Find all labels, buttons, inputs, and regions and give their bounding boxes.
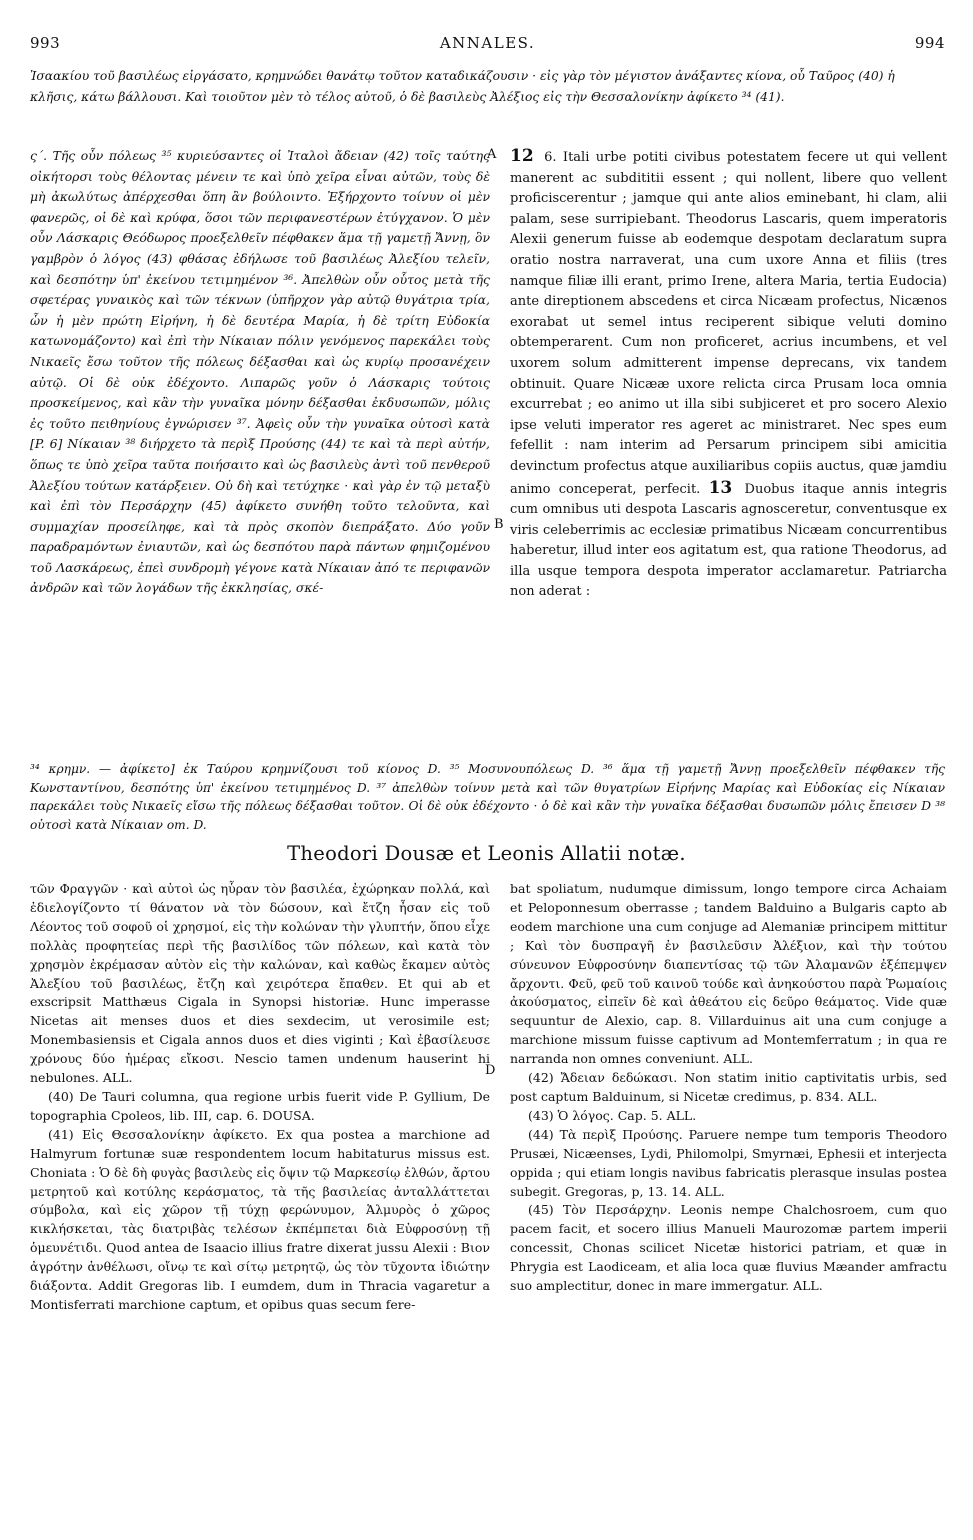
greek-text-column [30,146,490,599]
page-number-left: 993 [30,34,61,52]
margin-letter-d: D [485,1063,496,1078]
note-45: (45) Τὸν Περσάρχην. Leonis nempe Chalchosroem, cum quo pacem facit, et socero illius Manueli Maurozomæ partem imperii concessit, Chonas scilicet Nicetæ historici patriam, et quæ in Phrygia est Laodiceam, et alia loca quæ fluvius Mæander amfractu suo amplectitur, donec in mare immergatur. ALL. [510,1202,947,1294]
notes-section-title: Theodori Dousæ et Leonis Allatii notæ. [287,842,686,865]
latin-section-12-text: 6. Itali urbe potiti civibus potestatem fecere ut qui vellent manerent ac subdititii essent ; qui nollent, libere quo vellent proficiscerentur ; jamque qui ante alios eminebant, hi clam, alii palam, sese surripiebant. Theodorus Lascaris, quem imperatoris Alexii generum fuisse ab eodemque despotam declaratum supra oratio nostra narraverat, una cum uxore Anna et filiis (tres namque filiæ illi erant, primo Irene, altera Maria, tertia Eudocia) ante direptionem abscedens et circa Nicæam profectus, Nicænos exorabat ut semel intus reciperent sibique veluti domino obtemperarent. Cum non proficeret, acrius incumbens, et vel uxorem solum admitterent impense deprecans, vix tandem obtinuit. Quare Nicææ uxore relicta circa Prusam loca omnia excurrebat ; eo animo ut illa sibi subjiceret et pro socero Alexio ipse veluti imperator res ageret ac ministraret. Nec spes eum fefellit : nam interim ad Persarum principem sibi amicitia devinctum profectus atque auxiliaribus copiis auctus, quæ jamdiu animo conceperat, perfecit. [510,150,947,497]
note-paragraph: τῶν Φραγγῶν · καὶ αὐτοὶ ὡς ηὗραν τὸν βασιλέα, ἐχώρηκαν πολλά, καὶ ἐδιελογίζοντο τί θάνατον νὰ τὸν δώσουν, καὶ ἔτζη ἦσαν εἰς τοῦ Λέοντος τοῦ σοφοῦ οἱ χρησμοί, εἰς τὴν κολώναν τὴν γλυπτήν, ὅπου εἶχε πολλὰς προφητείας περὶ τῆς βασιλίδος τῶν πόλεων, καὶ κατὰ τὸν χρησμὸν ἐκρέμασαν αὐτὸν εἰς τὴν καλώναν, καὶ καθὼς ἔκαμεν αὐτὸς Ἀλεξίου τοῦ βασιλέως, ἔτζη καὶ χειρότερα ἔπαθεν. Et qui ab et exscripsit Matthæus Cigala in Synopsi historiæ. Hunc imperasse Nicetas ait menses duos et dies sexdecim, ut verosimile est; Monembasiensis et Cigala annos duos et dies viginti ; Καὶ ἐβασίλευσε χρόνους δύο ἡμέρας εἴκοσι. Nescio tamen undenum hauserint hi nebulones. ALL. [30,881,490,1086]
running-title: ANNALES. [439,34,536,52]
section-number-12: 12 [510,146,534,166]
page-header [30,34,945,56]
intro-greek-paragraph: Ἰσαακίου τοῦ βασιλέως εἰργάσατο, κρημνώδει θανάτῳ τοῦτον καταδικάζουσιν · εἰς γὰρ τὸν μέγιστον ἀνάξαντες κίονα, οὗ Ταῦρος (40) ἡ κλῆσις, κάτω βάλλουσι. Καὶ τοιοῦτον μὲν τὸ τέλος αὐτοῦ, ὁ δὲ βασιλεὺς Ἀλέξιος εἰς τὴν Θεσσαλονίκην ἀφίκετο ³⁴ (41). [30,69,895,104]
intro-greek-text [30,66,945,107]
variant-readings [30,760,945,834]
section-number-13: 13 [708,477,733,498]
greek-main-paragraph: ς΄. Τῆς οὖν πόλεως ³⁵ κυριεύσαντες οἱ Ἰταλοὶ ἄδειαν (42) τοῖς ταύτης οἰκήτορσι τοὺς θέλοντας μένειν τε καὶ ὑπὸ χεῖρα εἶναι αὐτῶν, τοὺς δὲ μὴ ἀκωλύτως ἀπέρχεσθαι ὅπη ἂν βούλοιντο. Ἐξήρχοντο τοίνυν οἱ μὲν φανερῶς, οἱ δὲ καὶ κρύφα, ὅσοι τῶν περιφανεστέρων ἐτύγχανον. Ὁ μὲν οὖν Λάσκαρις Θεόδωρος προεξελθεῖν πέφθακεν ἅμα τῇ γαμετῇ Ἄννῃ, ὃν γαμβρὸν ὁ λόγος (43) φθάσας ἐδήλωσε τοῦ βασιλέως Ἀλεξίου τελεῖν, καὶ δεσπότην ὑπ' ἐκείνου τετιμημένον ³⁶. Ἀπελθὼν οὖν οὗτος μετὰ τῆς σφετέρας γυναικὸς καὶ τῶν τέκνων (ὑπῆρχον γὰρ αὐτῷ θυγάτρια τρία, ὧν ἡ μὲν πρώτη Εἰρήνη, ἡ δὲ δευτέρα Μαρία, ἡ δὲ τρίτη Εὐδοκία κατωνομάζοντο) καὶ ἐπὶ τὴν Νίκαιαν πόλιν γενόμενος παρεκάλει τοὺς Νικαεῖς ἔσω τοῦτον τῆς πόλεως δέξασθαι καὶ ὡς κυρίῳ προσανέχειν αὐτῷ. Οἱ δὲ οὐκ ἐδέχοντο. Λιπαρῶς γοῦν ὁ Λάσκαρις τούτοις προσκείμενος, καὶ κἂν τὴν γυναῖκα μόνην δέξασθαι ἐκδυσωπῶν, μόλις ἐς τοῦτο πειθηνίους ἐγνώρισεν ³⁷. Ἀφεὶς οὖν τὴν γυναῖκα οὑτοσὶ κατὰ [P. 6] Νίκαιαν ³⁸ διήρχετο τὰ περὶξ Προύσης (44) τε καὶ τὰ περὶ αὐτήν, ὅπως τε ὑπὸ χεῖρα ταῦτα ποιήσαιτο καὶ ὡς βασιλεὺς ἀντὶ τοῦ πενθεροῦ Ἀλεξίου τούτων κατάρξειεν. Οὐ δὴ καὶ τετύχηκε · καὶ γὰρ ἐν τῷ μεταξὺ καὶ ἐπὶ τὸν Περσάρχην (45) ἀφίκετο συνήθη τοῦτο τελοῦντα, καὶ συμμαχίαν προσείληφε, καὶ τὰ πρὸς σκοπὸν διεπράξατο. Δύο γοῦν παραδραμόντων ἐνιαυτῶν, καὶ ὡς δεσπότου παρὰ πάντων φημιζομένου τοῦ Λασκάρεως, ἐπεὶ συνδρομὴ γέγονε κατὰ Νίκαιαν ἀπό τε περιφανῶν ἀνδρῶν καὶ τῶν λογάδων τῆς ἐκκλησίας, σκέ- [30,148,490,596]
note-43: (43) Ὁ λόγος. Cap. 5. ALL. [528,1107,697,1123]
latin-text-column [510,146,947,603]
notes-left-column [30,880,490,1315]
latin-main-paragraph [510,146,947,603]
notes-right-column [510,880,947,1296]
latin-section-13-text: Duobus itaque annis integris cum omnibus uti despota Lascaris agnosceretur, conventusque ex viris celeberrimis ac ecclesiæ primatibus Nicæam concurrentibus haberetur, illud inter eos agitatum est, qua ratione Theodorus, ad illa usque tempora despota imperator acclamaretur. Patriarcha non aderat : [510,481,947,600]
note-41: (41) Εἰς Θεσσαλονίκην ἀφίκετο. Ex qua postea a marchione ad Halmyrum fortunæ suæ respondentem locum habitaturus missus est. Choniata : Ὁ δὲ δὴ φυγὰς βασιλεὺς εἰς ὄψιν τῷ Μαρκεσίῳ ἐλθών, ἄρτου μετρητοῦ καὶ κοτύλης κεράσματος, τὰ τῆς βασιλείας ἀνταλλάττεται σύμβολα, καὶ εἰς χῶρον τῇ τύχῃ φερώνυμον, Ἁλμυρὸς ὁ χῶρος κικλήσκεται, τὰς διατριβὰς τελέσων ἐκπέμπεται διὰ Εὐφροσύνῃ τῇ ὁμευνέτιδι. Quod antea de Isaacio illius fratre dixerat jussu Alexii : Βιον ἀγρότην ἀνθέλωσι, οἴνῳ τε καὶ σίτῳ μετρητῷ, ὡς τὸν τῦχοντα ἰδιώτην διάξοντα. Addit Gregoras lib. I eumdem, dum in Thracia vagaretur a Montisferrati marchione captum, et opibus quas secum fere- [30,1126,490,1312]
note-40: (40) De Tauri columna, qua regione urbis fuerit vide P. Gyllium, De topographia Cpoleos, lib. III, cap. 6. DOUSA. [30,1088,490,1123]
variant-readings-text: ³⁴ κρημν. — ἀφίκετο] ἐκ Ταύρου κρημνίζουσι τοῦ κίονος D. ³⁵ Μοσυνουπόλεως D. ³⁶ ἅμα τῇ γαμετῇ Ἄννῃ προεξελθεῖν πέφθακεν τῆς Κωνσταντίνου, δεσπότης ὑπ' ἐκείνου τετιμημένος D. ³⁷ ἀπελθὼν τοίνυν μετὰ καὶ τῶν θυγατρίων Εἰρήνης Μαρίας καὶ Εὐδοκίας εἰς Νίκαιαν παρεκάλει τοὺς Νικαεῖς εἴσω τῆς πόλεως δέξασθαι τοῦτον. Οἱ δὲ οὐκ ἐδέχοντο · ὁ δὲ καὶ κἂν τὴν γυναῖκα δέξασθαι δυσωπῶν μόλις ἔπεισεν D ³⁸ οὑτοσὶ κατὰ Νίκαιαν om. D. [30,762,945,832]
note-continuation: bat spoliatum, nudumque dimissum, longo tempore circa Achaiam et Peloponnesum oberrasse ; tandem Balduino a Bulgaris capto ab eodem marchione una cum conjuge ad Alemaniæ principem mittitur ; Καὶ τὸν δυσπραγῆ ἐν βασιλεῦσιν Ἀλέξιον, καὶ τὴν τούτου σύνευνον Εὐφροσύνην διαπεντίσας τῷ τῶν Ἀλαμανῶν ἐξέπεμψεν ἄρχοντι. Φεῦ, φεῦ τοῦ καινοῦ τούδε καὶ ἀνηκούστου παρὰ Ῥωμαίοις ἀκούσματος, εἰπεῖν δὲ καὶ ἀθεάτου εἰς δεῦρο θεάματος. Vide quæ sequuntur de Alexio, cap. 8. Villarduinus ait una cum conjuge a marchione missum fuisse captivum ad Montemferratum ; in qua re narranda non omnes conveniunt. ALL. [510,881,947,1067]
page-number-right: 994 [914,34,945,52]
margin-letter-a: A [487,147,497,162]
margin-letter-b: B [494,517,504,532]
note-42: (42) Ἄδειαν δεδώκασι. Non statim initio captivitatis urbis, sed post captum Balduinum, si Nicetæ credimus, p. 834. ALL. [510,1070,947,1104]
note-44: (44) Τὰ περὶξ Προύσης. Paruere nempe tum temporis Theodoro Prusæi, Nicæenses, Lydi, Philomolpi, Smyrnæi, Ephesii et interjecta oppida ; qui etiam longis navibus fabricatis plerasque insulas postea subegit. Gregoras, p, 13. 14. ALL. [510,1126,947,1199]
